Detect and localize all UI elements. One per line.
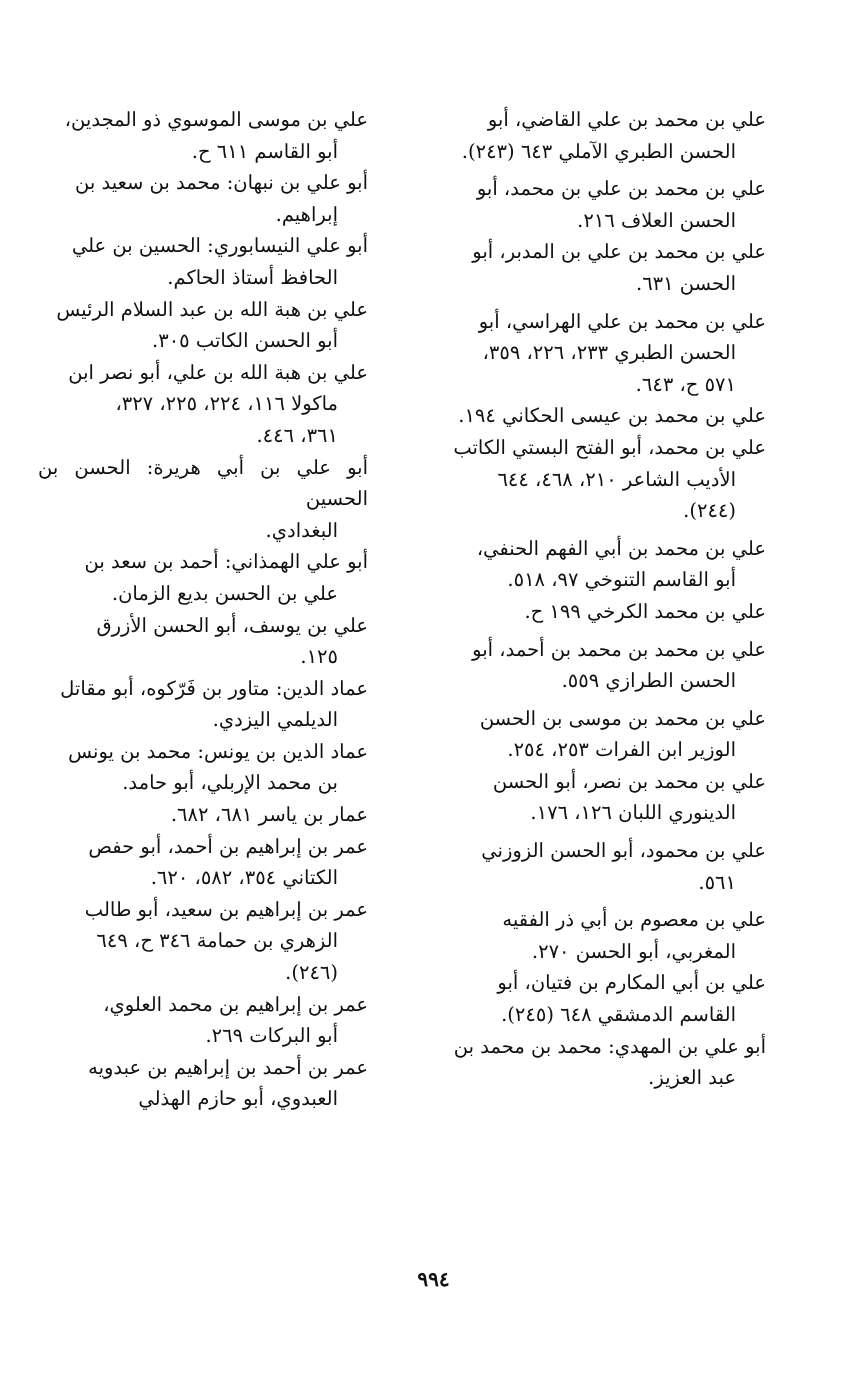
index-entry-headline: عمار بن ياسر ٦٨١، ٦٨٢.: [170, 803, 368, 827]
index-entry: [442, 306, 766, 401]
index-entry-headline: علي بن محمد بن علي بن محمد، أبو: [476, 177, 766, 201]
index-entry: [442, 236, 766, 299]
index-entry-continuation: العبدوي، أبو حازم الهذلي: [138, 1087, 338, 1111]
index-entry: [38, 799, 368, 831]
index-entry-continuation: بن محمد الإربلي، أبو حامد.: [122, 771, 338, 795]
index-entry-continuation: ٥٦١.: [698, 870, 736, 894]
index-entry-continuation: عبد العزيز.: [648, 1066, 736, 1090]
index-entry: [38, 546, 368, 609]
index-entry: [38, 230, 368, 293]
index-entry-headline: عماد الدين بن يونس: محمد بن يونس: [68, 739, 368, 763]
index-entry-headline: أبو علي بن المهدي: محمد بن محمد بن: [453, 1034, 766, 1058]
index-entry-headline: علي بن أبي المكارم بن فتيان، أبو: [497, 971, 766, 995]
index-entry-headline: علي بن محمد الكرخي ١٩٩ ح.: [524, 599, 766, 623]
index-entry: [442, 104, 766, 167]
index-entry-continuation: الكتاني ٣٥٤، ٥٨٢، ٦٢٠.: [150, 866, 338, 890]
index-entry-headline: أبو علي بن أبي هريرة: الحسن بن الحسين: [38, 455, 368, 511]
index-entry-continuation: القاسم الدمشقي ٦٤٨ (٢٤٥).: [501, 1003, 736, 1027]
index-entry-continuation: الديلمي اليزدي.: [212, 708, 338, 732]
index-entry-headline: أبو علي الهمذاني: أحمد بن سعد بن: [84, 550, 368, 574]
index-entry-headline: أبو علي النيسابوري: الحسين بن علي: [71, 234, 368, 258]
index-entry-continuation: أبو القاسم التنوخي ٩٧، ٥١٨.: [507, 568, 736, 592]
index-entry-headline: عماد الدين: متاور بن فَرّكوه، أبو مقاتل: [60, 676, 368, 700]
index-entry: [38, 104, 368, 167]
index-entry-headline: عمر بن إبراهيم بن سعيد، أبو طالب: [84, 897, 368, 921]
index-entry: [38, 894, 368, 989]
index-entry: [38, 357, 368, 452]
index-entry-headline: علي بن محمود، أبو الحسن الزوزني: [481, 839, 766, 863]
index-entry-continuation: أبو البركات ٢٦٩.: [205, 1024, 338, 1048]
index-entry-headline: عمر بن إبراهيم بن أحمد، أبو حفص: [88, 834, 368, 858]
index-entry-headline: علي بن محمد بن نصر، أبو الحسن: [492, 769, 766, 793]
index-entry: [38, 167, 368, 230]
index-entry: [442, 904, 766, 967]
index-entry: [442, 533, 766, 596]
index-entry: [442, 432, 766, 527]
index-entry: [442, 703, 766, 766]
index-entry-continuation: أبو القاسم ٦١١ ح.: [191, 139, 338, 163]
index-entry: [442, 1031, 766, 1094]
index-entry-continuation: الأديب الشاعر ٢١٠، ٤٦٨، ٦٤٤: [497, 467, 736, 491]
index-entry-continuation: الوزير ابن الفرات ٢٥٣، ٢٥٤.: [507, 738, 736, 762]
index-column-left: [38, 104, 368, 1115]
index-entry-continuation: الدينوري اللبان ١٢٦، ١٧٦.: [530, 801, 736, 825]
index-entry: [38, 610, 368, 673]
index-entry-headline: علي بن يوسف، أبو الحسن الأزرق: [96, 613, 368, 637]
index-entry-headline: علي بن معصوم بن أبي ذر الفقيه: [502, 908, 766, 932]
index-entry: [442, 766, 766, 829]
index-entry-headline: علي بن محمد بن محمد بن أحمد، أبو: [472, 637, 766, 661]
index-entry: [442, 173, 766, 236]
index-entry: [38, 736, 368, 799]
index-entry-continuation: (٢٤٦).: [285, 961, 338, 985]
index-entry-headline: علي بن محمد بن أبي الفهم الحنفي،: [476, 536, 766, 560]
index-entry: [38, 831, 368, 894]
index-entry: [442, 596, 766, 628]
index-entry-headline: علي بن محمد بن علي القاضي، أبو: [487, 108, 766, 131]
index-entry-continuation: الحسن الطرازي ٥٥٩.: [561, 669, 736, 693]
index-entry-headline: علي بن محمد بن علي الهراسي، أبو: [478, 309, 766, 333]
index-entry-continuation: الحسن الطبري الآملي ٦٤٣ (٢٤٣).: [461, 139, 736, 163]
index-entry: [38, 989, 368, 1052]
index-entry-continuation: ٥٧١ ح، ٦٤٣.: [635, 372, 736, 396]
index-entry-continuation: إبراهيم.: [275, 202, 338, 226]
index-entry-continuation: المغربي، أبو الحسن ٢٧٠.: [531, 939, 736, 963]
index-entry-continuation: (٢٤٤).: [683, 499, 736, 523]
index-entry: [38, 1052, 368, 1115]
index-entry-headline: عمر بن أحمد بن إبراهيم بن عبدويه: [88, 1055, 368, 1079]
index-entry-continuation: أبو الحسن الكاتب ٣٠٥.: [152, 329, 338, 353]
index-entry-continuation: ٣٦١، ٤٤٦.: [256, 423, 338, 447]
index-entry-headline: أبو علي بن نبهان: محمد بن سعيد بن: [74, 171, 368, 195]
index-entry-continuation: علي بن الحسن بديع الزمان.: [111, 581, 338, 605]
index-entry-continuation: البغدادي.: [265, 518, 338, 542]
index-entry-continuation: ١٢٥.: [300, 645, 338, 669]
index-entry: [38, 673, 368, 736]
index-entry-continuation: الحسن ٦٣١.: [635, 271, 736, 295]
index-entry-headline: علي بن موسى الموسوي ذو المجدين،: [64, 108, 368, 131]
index-entry-headline: علي بن محمد بن علي بن المدبر، أبو: [472, 240, 766, 264]
index-entry-continuation: الحسن الطبري ٢٣٣، ٢٢٦، ٣٥٩،: [482, 341, 736, 365]
index-entry-continuation: ماكولا ١١٦، ٢٢٤، ٢٢٥، ٣٢٧،: [115, 392, 338, 416]
index-entry: [442, 967, 766, 1030]
index-entry-headline: علي بن محمد بن عيسى الحكاني ١٩٤.: [458, 404, 766, 428]
index-entry: [442, 835, 766, 898]
index-entry-headline: عمر بن إبراهيم بن محمد العلوي،: [103, 992, 368, 1016]
index-entry-headline: علي بن هبة الله بن علي، أبو نصر ابن: [68, 360, 368, 384]
index-entry-headline: علي بن محمد، أبو الفتح البستي الكاتب: [453, 435, 766, 459]
index-entry-headline: علي بن محمد بن موسى بن الحسن: [479, 706, 766, 730]
index-entry-continuation: الحسن العلاف ٢١٦.: [577, 208, 736, 232]
page-number: ٩٩٤: [417, 1267, 450, 1291]
index-entry-headline: علي بن هبة الله بن عبد السلام الرئيس: [56, 297, 368, 321]
index-entry: [442, 400, 766, 432]
index-entry-continuation: الحافظ أستاذ الحاكم.: [167, 265, 338, 289]
index-entry: [38, 294, 368, 357]
index-entry: [442, 634, 766, 697]
index-entry: [38, 452, 368, 547]
index-column-right: [442, 104, 766, 1094]
index-entry-continuation: الزهري بن حمامة ٣٤٦ ح، ٦٤٩: [96, 929, 338, 953]
